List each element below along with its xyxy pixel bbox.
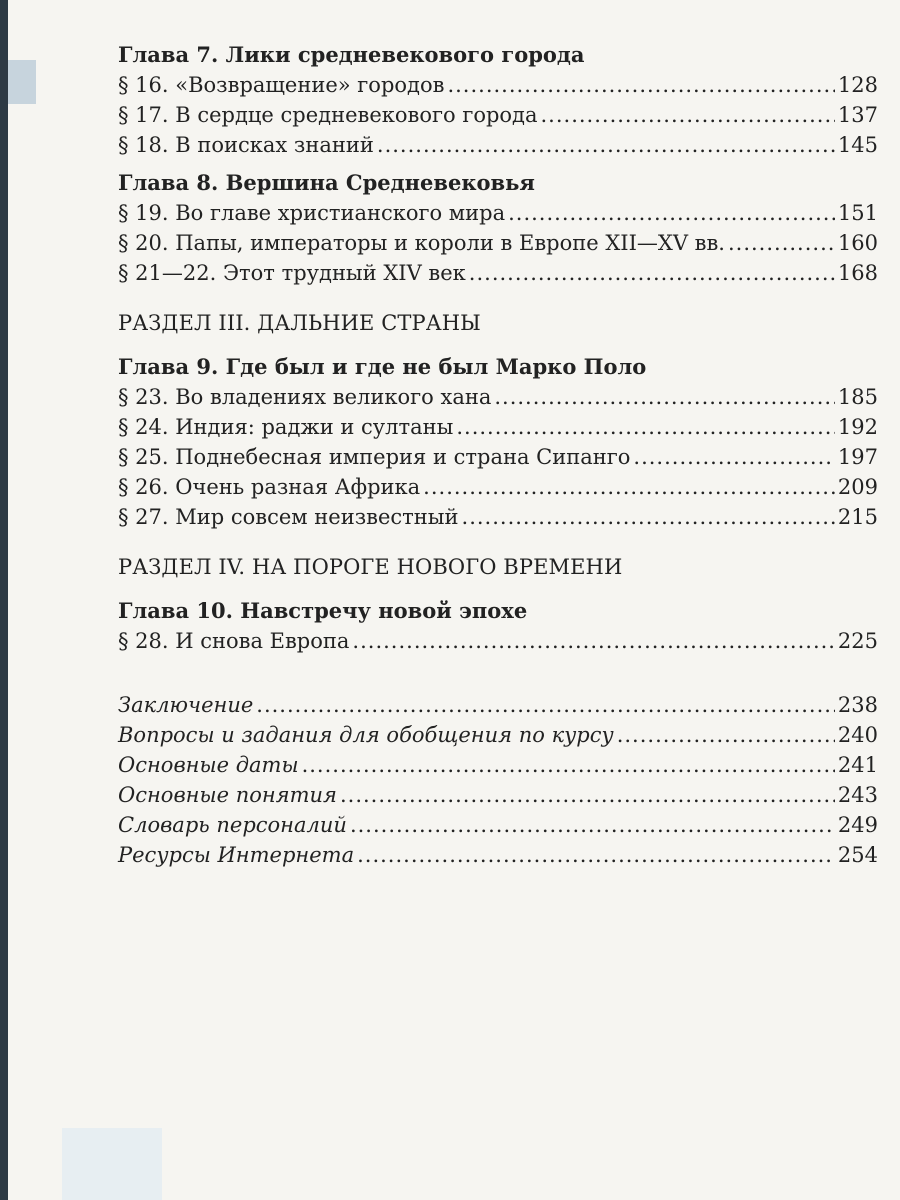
dot-leader — [633, 442, 835, 472]
toc-entry[interactable] — [118, 130, 878, 160]
toc-entry-page: 185 — [837, 385, 878, 409]
toc-entry-page: 197 — [837, 445, 878, 469]
dot-leader — [357, 840, 835, 870]
toc-entry[interactable] — [118, 70, 878, 100]
toc-entry-page: 192 — [837, 415, 878, 439]
dot-leader — [423, 472, 835, 502]
appendix-entry-title: Словарь персоналий — [118, 813, 347, 837]
toc-entry[interactable] — [118, 100, 878, 130]
dot-leader — [256, 690, 835, 720]
chapter-heading: Глава 9. Где был и где не был Марко Поло — [118, 354, 647, 379]
chapter-heading: Глава 10. Навстречу новой эпохе — [118, 598, 528, 623]
toc-entry-title: § 16. «Возвращение» городов — [118, 73, 445, 97]
appendix-entry-page: 240 — [837, 723, 878, 747]
dot-leader — [447, 70, 834, 100]
dot-leader — [377, 130, 835, 160]
toc-entry-title: § 27. Мир совсем неизвестный — [118, 505, 459, 529]
toc-entry-page: 168 — [837, 261, 878, 285]
toc-entry-title: § 20. Папы, императоры и короли в Европе XII—XV вв. — [118, 231, 725, 255]
appendix-entry-page: 254 — [837, 843, 878, 867]
toc-entry[interactable] — [118, 198, 878, 228]
dot-leader — [617, 720, 835, 750]
toc-entry-title: § 24. Индия: раджи и султаны — [118, 415, 454, 439]
toc-entry[interactable] — [118, 258, 878, 288]
toc-entry-title: § 18. В поисках знаний — [118, 133, 374, 157]
toc-entry[interactable] — [118, 442, 878, 472]
appendix-entry[interactable] — [118, 720, 878, 750]
appendix-entry[interactable] — [118, 690, 878, 720]
toc-entry[interactable] — [118, 412, 878, 442]
toc-entry-title: § 25. Поднебесная империя и страна Сипанго — [118, 445, 631, 469]
toc-entry-page: 225 — [837, 629, 878, 653]
toc-entry-page: 209 — [837, 475, 878, 499]
toc-entry-title: § 21—22. Этот трудный XIV век — [118, 261, 466, 285]
toc-entry-page: 215 — [837, 505, 878, 529]
appendix-entry-page: 249 — [837, 813, 878, 837]
toc-entry[interactable] — [118, 228, 878, 258]
toc-entry-title: § 26. Очень разная Африка — [118, 475, 421, 499]
section-heading: РАЗДЕЛ IV. НА ПОРОГЕ НОВОГО ВРЕМЕНИ — [118, 555, 623, 579]
table-of-contents — [118, 40, 878, 870]
appendix-entry-title: Основные даты — [118, 753, 299, 777]
section-heading: РАЗДЕЛ III. ДАЛЬНИЕ СТРАНЫ — [118, 311, 481, 335]
dot-leader — [508, 198, 835, 228]
appendix-entry[interactable] — [118, 840, 878, 870]
toc-entry-page: 151 — [837, 201, 878, 225]
dot-leader — [728, 228, 835, 258]
appendix-entry-title: Ресурсы Интернета — [118, 843, 355, 867]
dot-leader — [350, 810, 835, 840]
toc-entry-title: § 19. Во главе христианского мира — [118, 201, 506, 225]
dot-leader — [340, 780, 835, 810]
toc-entry[interactable] — [118, 382, 878, 412]
page-edge-tab — [62, 1128, 162, 1200]
toc-entry-title: § 23. Во владениях великого хана — [118, 385, 492, 409]
dot-leader — [462, 502, 835, 532]
page-edge-tab — [8, 60, 36, 104]
dot-leader — [541, 100, 835, 130]
toc-entry-page: 137 — [837, 103, 878, 127]
appendix-entry-page: 238 — [837, 693, 878, 717]
toc-entry[interactable] — [118, 472, 878, 502]
dot-leader — [494, 382, 835, 412]
toc-entry[interactable] — [118, 626, 878, 656]
toc-entry-page: 145 — [837, 133, 878, 157]
chapter-heading: Глава 8. Вершина Средневековья — [118, 170, 535, 195]
appendix-entry-title: Вопросы и задания для обобщения по курсу — [118, 723, 614, 747]
chapter-heading: Глава 7. Лики средневекового города — [118, 42, 585, 67]
toc-entry-title: § 28. И снова Европа — [118, 629, 350, 653]
appendix-entry-title: Заключение — [118, 693, 254, 717]
toc-entry-title: § 17. В сердце средневекового города — [118, 103, 538, 127]
appendix-entry[interactable] — [118, 810, 878, 840]
dot-leader — [469, 258, 835, 288]
dot-leader — [352, 626, 834, 656]
book-spine — [0, 0, 8, 1200]
appendix-entry-title: Основные понятия — [118, 783, 337, 807]
toc-entry[interactable] — [118, 502, 878, 532]
toc-entry-page: 160 — [837, 231, 878, 255]
dot-leader — [456, 412, 835, 442]
toc-entry-page: 128 — [837, 73, 878, 97]
appendix-entry[interactable] — [118, 750, 878, 780]
appendix-entry[interactable] — [118, 780, 878, 810]
appendix-entry-page: 243 — [837, 783, 878, 807]
appendix-entry-page: 241 — [837, 753, 878, 777]
dot-leader — [302, 750, 835, 780]
